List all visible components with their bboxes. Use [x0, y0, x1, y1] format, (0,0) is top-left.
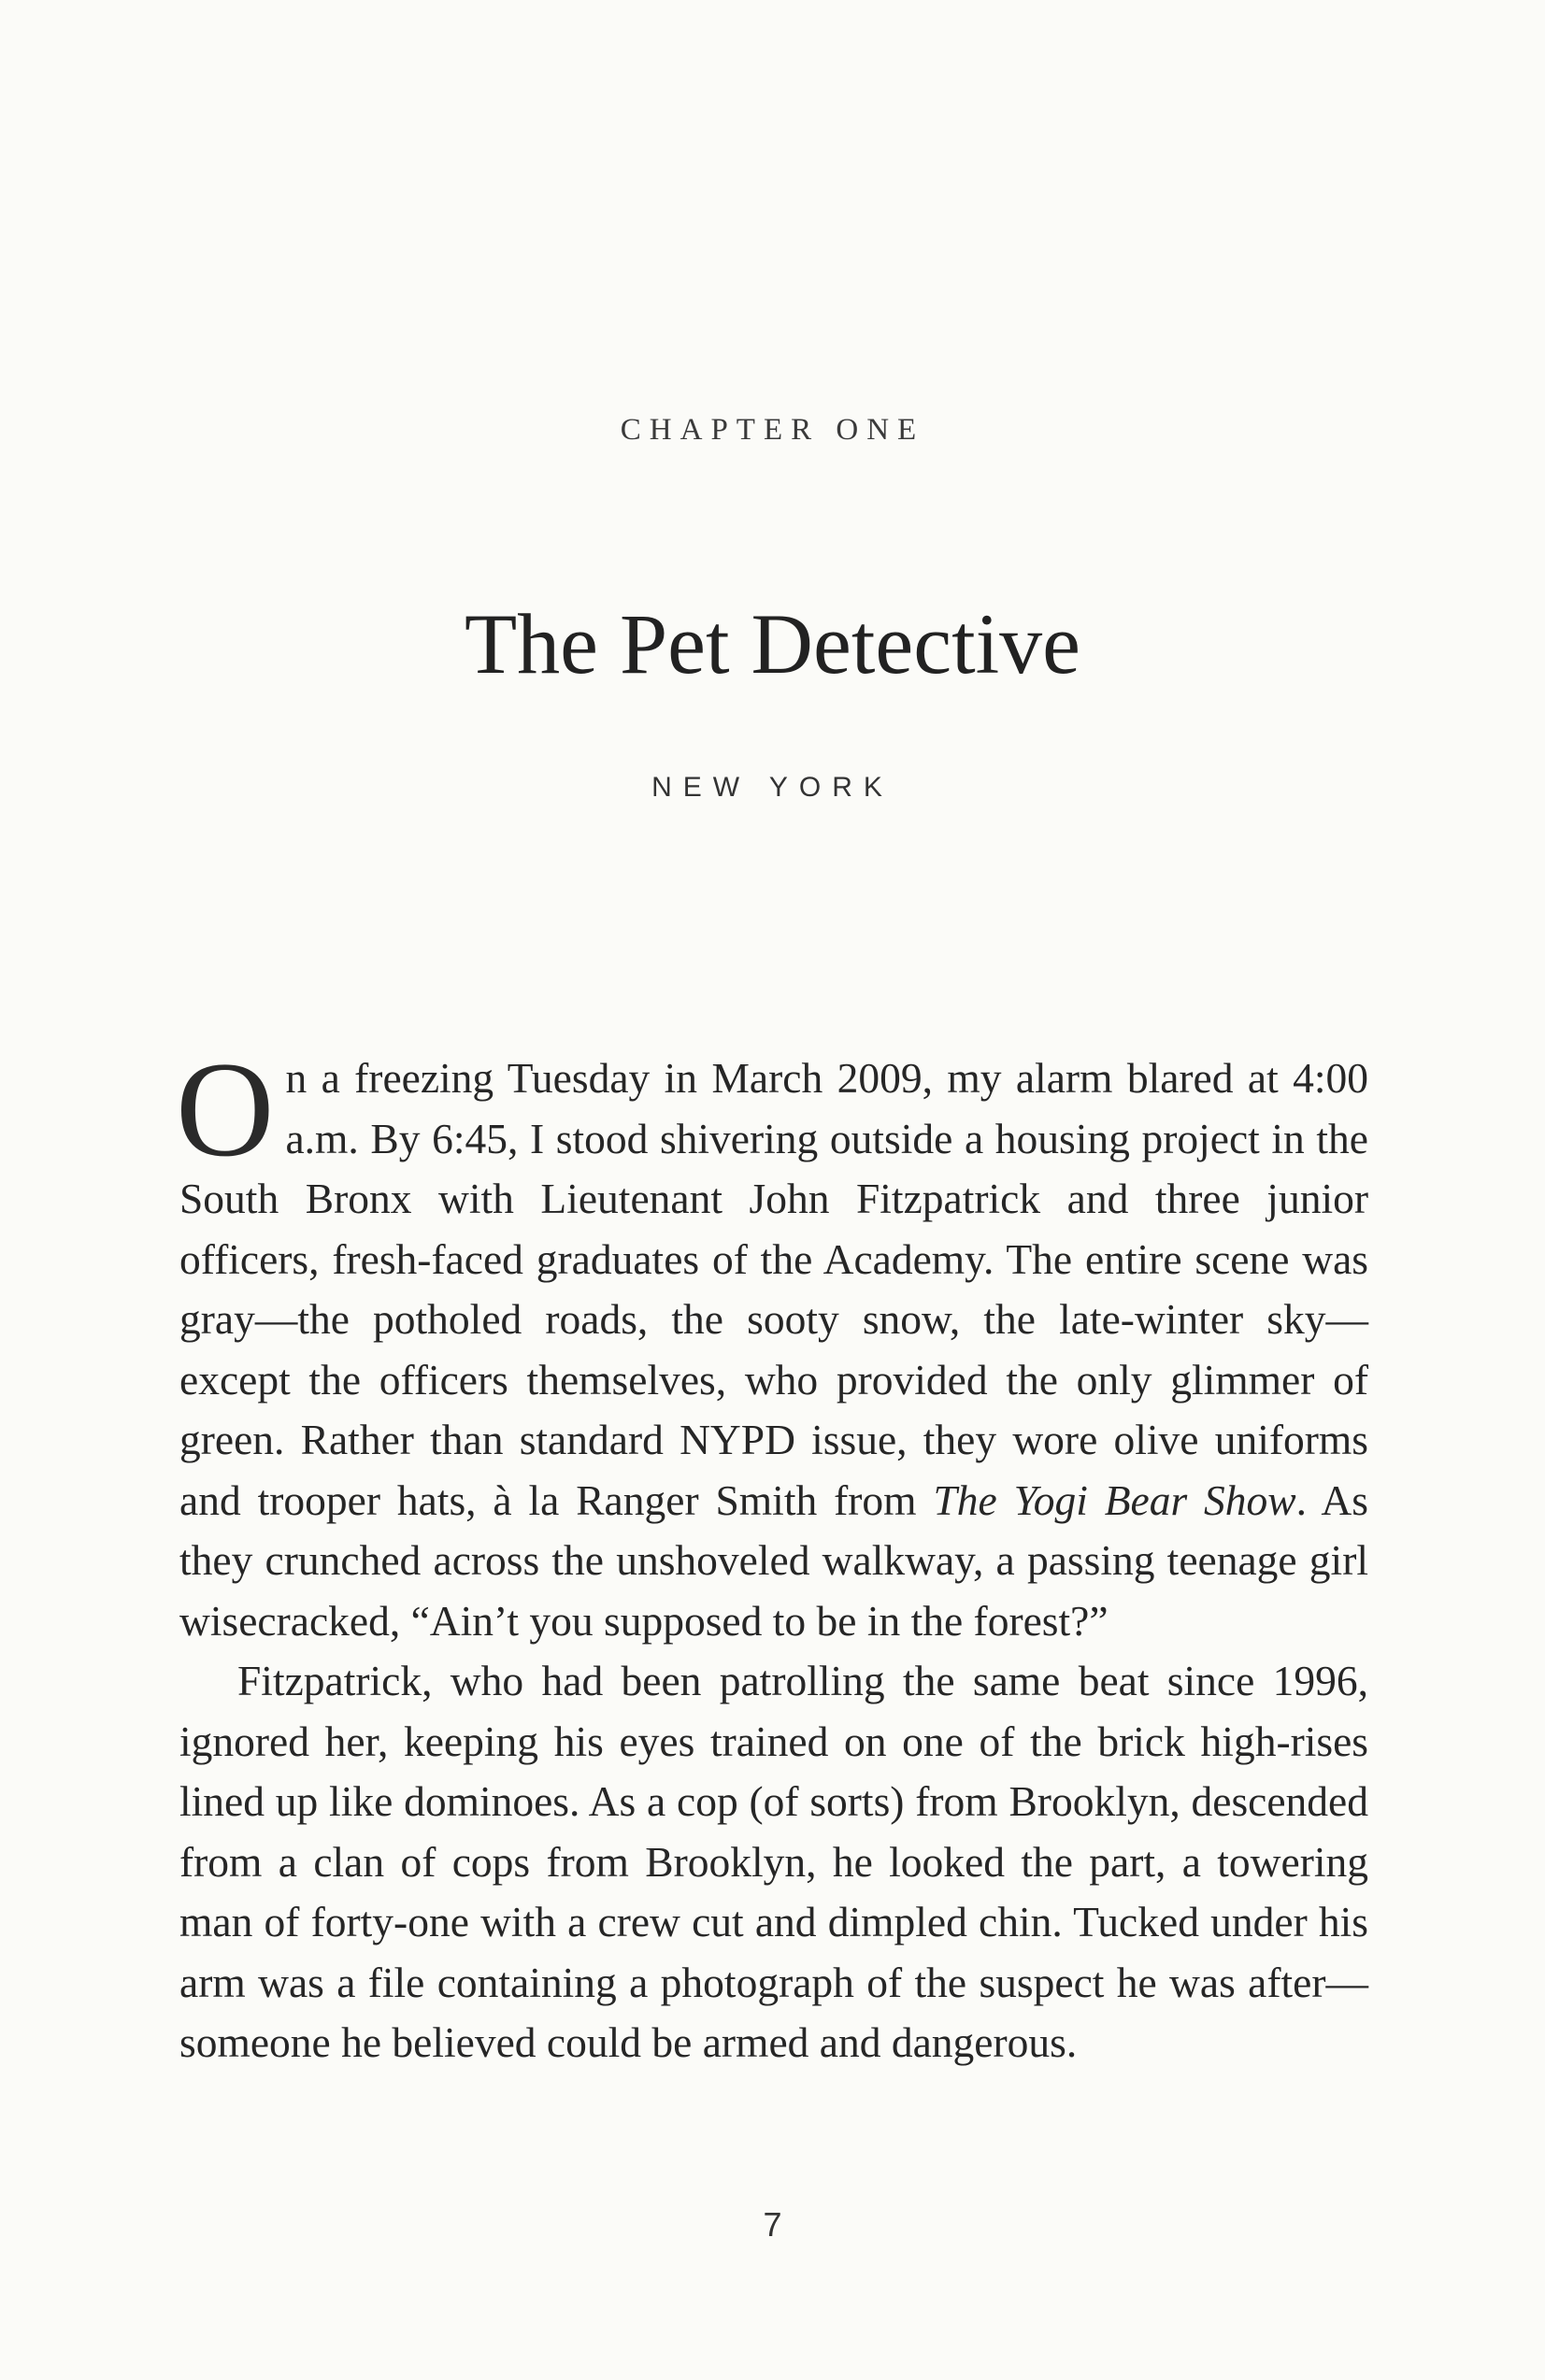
page-number: 7 — [763, 2205, 782, 2244]
chapter-title: The Pet Detective — [464, 596, 1081, 691]
paragraph-1-text: n a freezing Tuesday in March 2009, my alarm blared at 4:00 a.m. By 6:45, I stood shivering outside a housing project in the South Bronx with Lieutenant John Fitzpatrick and three junior officers, fresh-faced graduates of the Academy. The entire scene was gray—the potholed roads, the sooty snow, the late-winter sky—except the officers themselves, who provided the only glimmer of green. Rather than standard NYPD issue, they wore olive uniforms and trooper hats, à la Ranger Smith from — [179, 1054, 1368, 1524]
show-title: The Yogi Bear Show — [933, 1475, 1296, 1524]
paragraph-2: Fitzpatrick, who had been patrolling the same beat since 1996, ignored her, keeping his eyes trained on one of the brick high-rises lined up like dominoes. As a cop (of sorts) from Brooklyn, descended from a clan of cops from Brooklyn, he looked the part, a towering man of forty-one with a crew cut and dimpled chin. Tucked under his arm was a file containing a photograph of the suspect he was after—someone he believed could be armed and dangerous. — [179, 1657, 1368, 2066]
paragraph-1 — [176, 1033, 1368, 1651]
body-text — [176, 1033, 1368, 2074]
chapter-location: NEW YORK — [651, 772, 894, 803]
drop-cap: O — [176, 1033, 275, 1185]
paragraph-1-text-end: . As they crunched across the unshoveled walkway, a passing teenage girl wisecracked, “Ain’t you supposed to be in the forest?” — [179, 1475, 1368, 1645]
chapter-label: CHAPTER ONE — [620, 413, 925, 447]
